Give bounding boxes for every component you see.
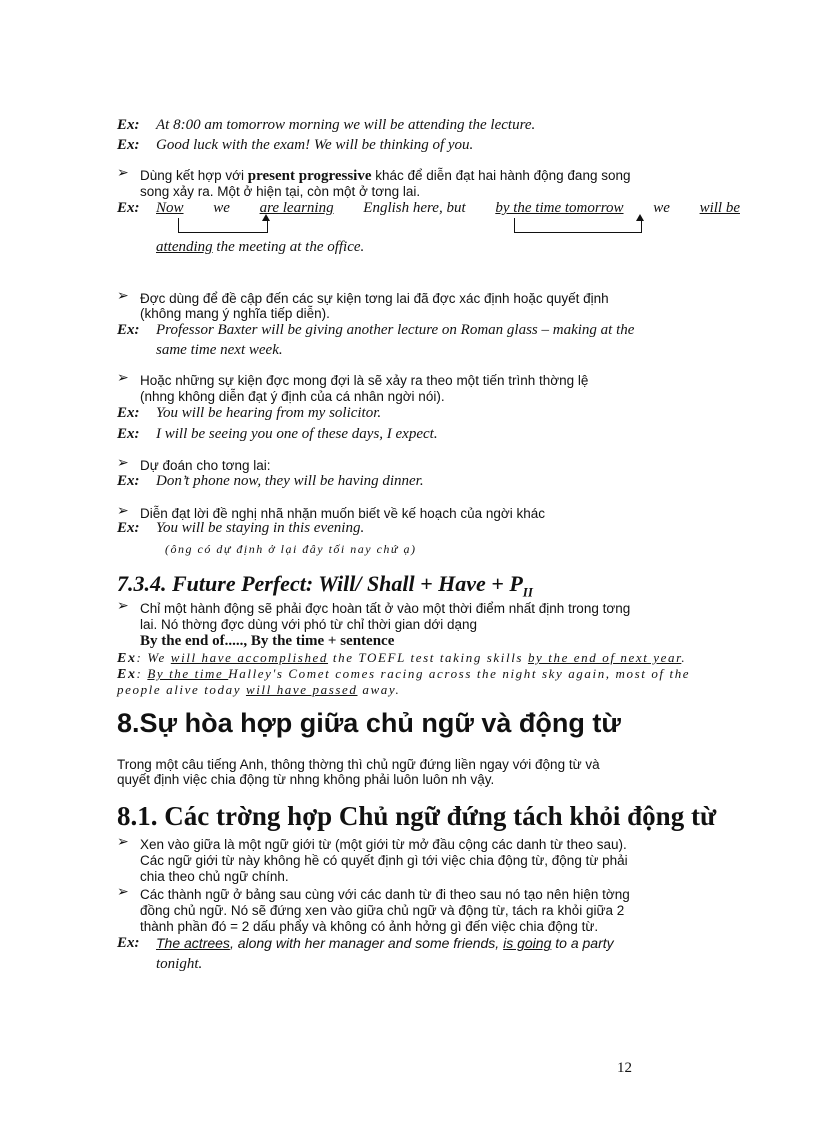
ex-label: Ex: <box>117 117 140 133</box>
bullet-text: Diễn đạt lời đề nghị nhã nhặn muốn biết về kế hoạch của ngời khác <box>140 506 545 521</box>
example-sentence: You will be hearing from my solicitor. <box>156 405 382 421</box>
example-sentence <box>156 238 364 256</box>
bullet-icon: ➢ <box>117 885 129 900</box>
bullet-text: Các ngữ giới từ này không hề có quyết định gì tới việc chia động từ, động từ phải <box>140 853 628 868</box>
bullet-text: thành phần đó = 2 dấu phẩy và không có ảnh hởng gì đến việc chia động từ. <box>140 919 599 934</box>
text-fragment: to a party <box>551 935 614 951</box>
ex-label: Ex: <box>117 426 140 442</box>
bullet-icon: ➢ <box>117 504 129 519</box>
text-fragment: we <box>653 200 670 216</box>
example-sentence <box>156 199 740 217</box>
example-sentence <box>117 681 400 699</box>
underlined-phrase: is going <box>503 935 552 951</box>
ex-label: Ex: <box>117 935 140 951</box>
section-heading-7-3-4 <box>117 571 533 600</box>
text-fragment: : We <box>136 650 171 665</box>
example-sentence <box>156 934 614 952</box>
section-heading-8: 8.Sự hòa hợp giữa chủ ngữ và động từ <box>117 708 621 738</box>
bullet-icon: ➢ <box>117 166 129 181</box>
bullet-text: chia theo chủ ngữ chính. <box>140 869 289 884</box>
ex-label: Ex: <box>117 200 140 216</box>
bullet-text: Dự đoán cho tơng lai: <box>140 458 271 473</box>
underlined-word: are learning <box>259 200 334 216</box>
bullet-text: Chỉ một hành động sẽ phải đợc hoàn tất ở vào một thời điểm nhất định trong tơng <box>140 601 631 616</box>
text-fragment: people alive today <box>117 682 246 697</box>
connector-arrow-icon <box>514 218 642 233</box>
text-fragment: the meeting at the office. <box>212 239 365 255</box>
example-sentence: You will be staying in this evening. <box>156 520 365 536</box>
text-fragment: . <box>681 650 687 665</box>
bullet-icon: ➢ <box>117 835 129 850</box>
bullet-text-bold: By the end of....., By the time + sentence <box>140 633 395 649</box>
bullet-text: (không mang ý nghĩa tiếp diễn). <box>140 306 330 321</box>
example-sentence: tonight. <box>156 956 203 972</box>
text-fragment: English here, but <box>363 200 466 216</box>
underlined-phrase: will have passed <box>245 682 358 697</box>
heading-text: 7.3.4. Future Perfect: Will/ Shall + Have + P <box>117 571 523 596</box>
bullet-text: Đợc dùng để đề cập đến các sự kiện tơng lai đã đợc xác định hoặc quyết định <box>140 291 609 306</box>
ex-label: Ex <box>117 667 137 682</box>
ex-label: Ex: <box>117 405 140 421</box>
text-fragment: we <box>213 200 230 216</box>
text-bold: present progressive <box>247 168 372 184</box>
bullet-icon: ➢ <box>117 289 129 304</box>
text-fragment: the TOEFL test taking skills <box>328 650 528 665</box>
ex-label: Ex <box>117 651 137 666</box>
page-number: 12 <box>617 1060 632 1076</box>
example-sentence: I will be seeing you one of these days, I expect. <box>156 426 438 442</box>
paragraph-line: quyết định việc chia động từ nhng không phải luôn luôn nh vậy. <box>117 772 495 787</box>
bullet-text: song xảy ra. Một ở hiện tại, còn một ở tơng lai. <box>140 184 421 199</box>
underlined-word: Now <box>156 200 184 216</box>
paragraph-line: Trong một câu tiếng Anh, thông thờng thì chủ ngữ đứng liền ngay với động từ và <box>117 757 600 772</box>
example-sentence: Professor Baxter will be giving another lecture on Roman glass – making at the <box>156 322 635 338</box>
example-sentence: same time next week. <box>156 342 283 358</box>
connector-arrow-icon <box>178 218 268 233</box>
underlined-phrase: The actrees <box>156 935 230 951</box>
example-sentence: Good luck with the exam! We will be thinking of you. <box>156 137 474 153</box>
text-fragment: : <box>136 666 148 681</box>
ex-label: Ex: <box>117 473 140 489</box>
text-fragment: Halley's Comet comes racing across the night sky again, most of the <box>228 666 691 681</box>
text-fragment: khác để diễn đạt hai hành động đang song <box>371 168 631 183</box>
bullet-text: (nhng không diễn đạt ý định của cá nhân ngời nói). <box>140 389 445 404</box>
bullet-text: Các thành ngữ ở bảng sau cùng với các danh từ đi theo sau nó tạo nên hiện tờng <box>140 887 630 902</box>
heading-subscript: II <box>522 584 533 600</box>
text-fragment: Dùng kết hợp với <box>140 168 248 183</box>
arrowhead-icon <box>262 214 270 221</box>
bullet-text: Xen vào giữa là một ngữ giới từ (một giới từ mở đầu cộng các danh từ theo sau). <box>140 837 627 852</box>
underlined-phrase: By the time <box>147 666 229 681</box>
ex-label: Ex: <box>117 322 140 338</box>
text-fragment: away. <box>357 682 401 697</box>
bullet-text: Hoặc những sự kiện đợc mong đợi là sẽ xảy ra theo một tiến trình thờng lệ <box>140 373 589 388</box>
bullet-icon: ➢ <box>117 371 129 386</box>
text-fragment: , along with her manager and some friends, <box>229 935 504 951</box>
underlined-word: by the time tomorrow <box>495 200 624 216</box>
section-heading-8-1: 8.1. Các trờng hợp Chủ ngữ đứng tách khỏi động từ <box>117 801 717 831</box>
translation-note: (ông có dự định ở lại đây tối nay chứ ạ) <box>165 542 417 556</box>
underlined-phrase: by the end of next year <box>527 650 682 665</box>
bullet-text: đồng chủ ngữ. Nó sẽ đứng xen vào giữa chủ ngữ và động từ, tách ra khỏi giữa 2 <box>140 903 625 918</box>
underlined-word: attending <box>156 239 213 255</box>
bullet-icon: ➢ <box>117 599 129 614</box>
ex-label: Ex: <box>117 137 140 153</box>
underlined-phrase: will have accomplished <box>170 650 329 665</box>
ex-label: Ex: <box>117 520 140 536</box>
bullet-icon: ➢ <box>117 456 129 471</box>
arrowhead-icon <box>636 214 644 221</box>
underlined-word: will be <box>699 200 740 216</box>
example-sentence: Don’t phone now, they will be having dinner. <box>156 473 424 489</box>
bullet-text: lai. Nó thờng đợc dùng với phó từ chỉ thời gian dới dạng <box>140 617 477 632</box>
example-sentence: At 8:00 am tomorrow morning we will be attending the lecture. <box>156 117 536 133</box>
